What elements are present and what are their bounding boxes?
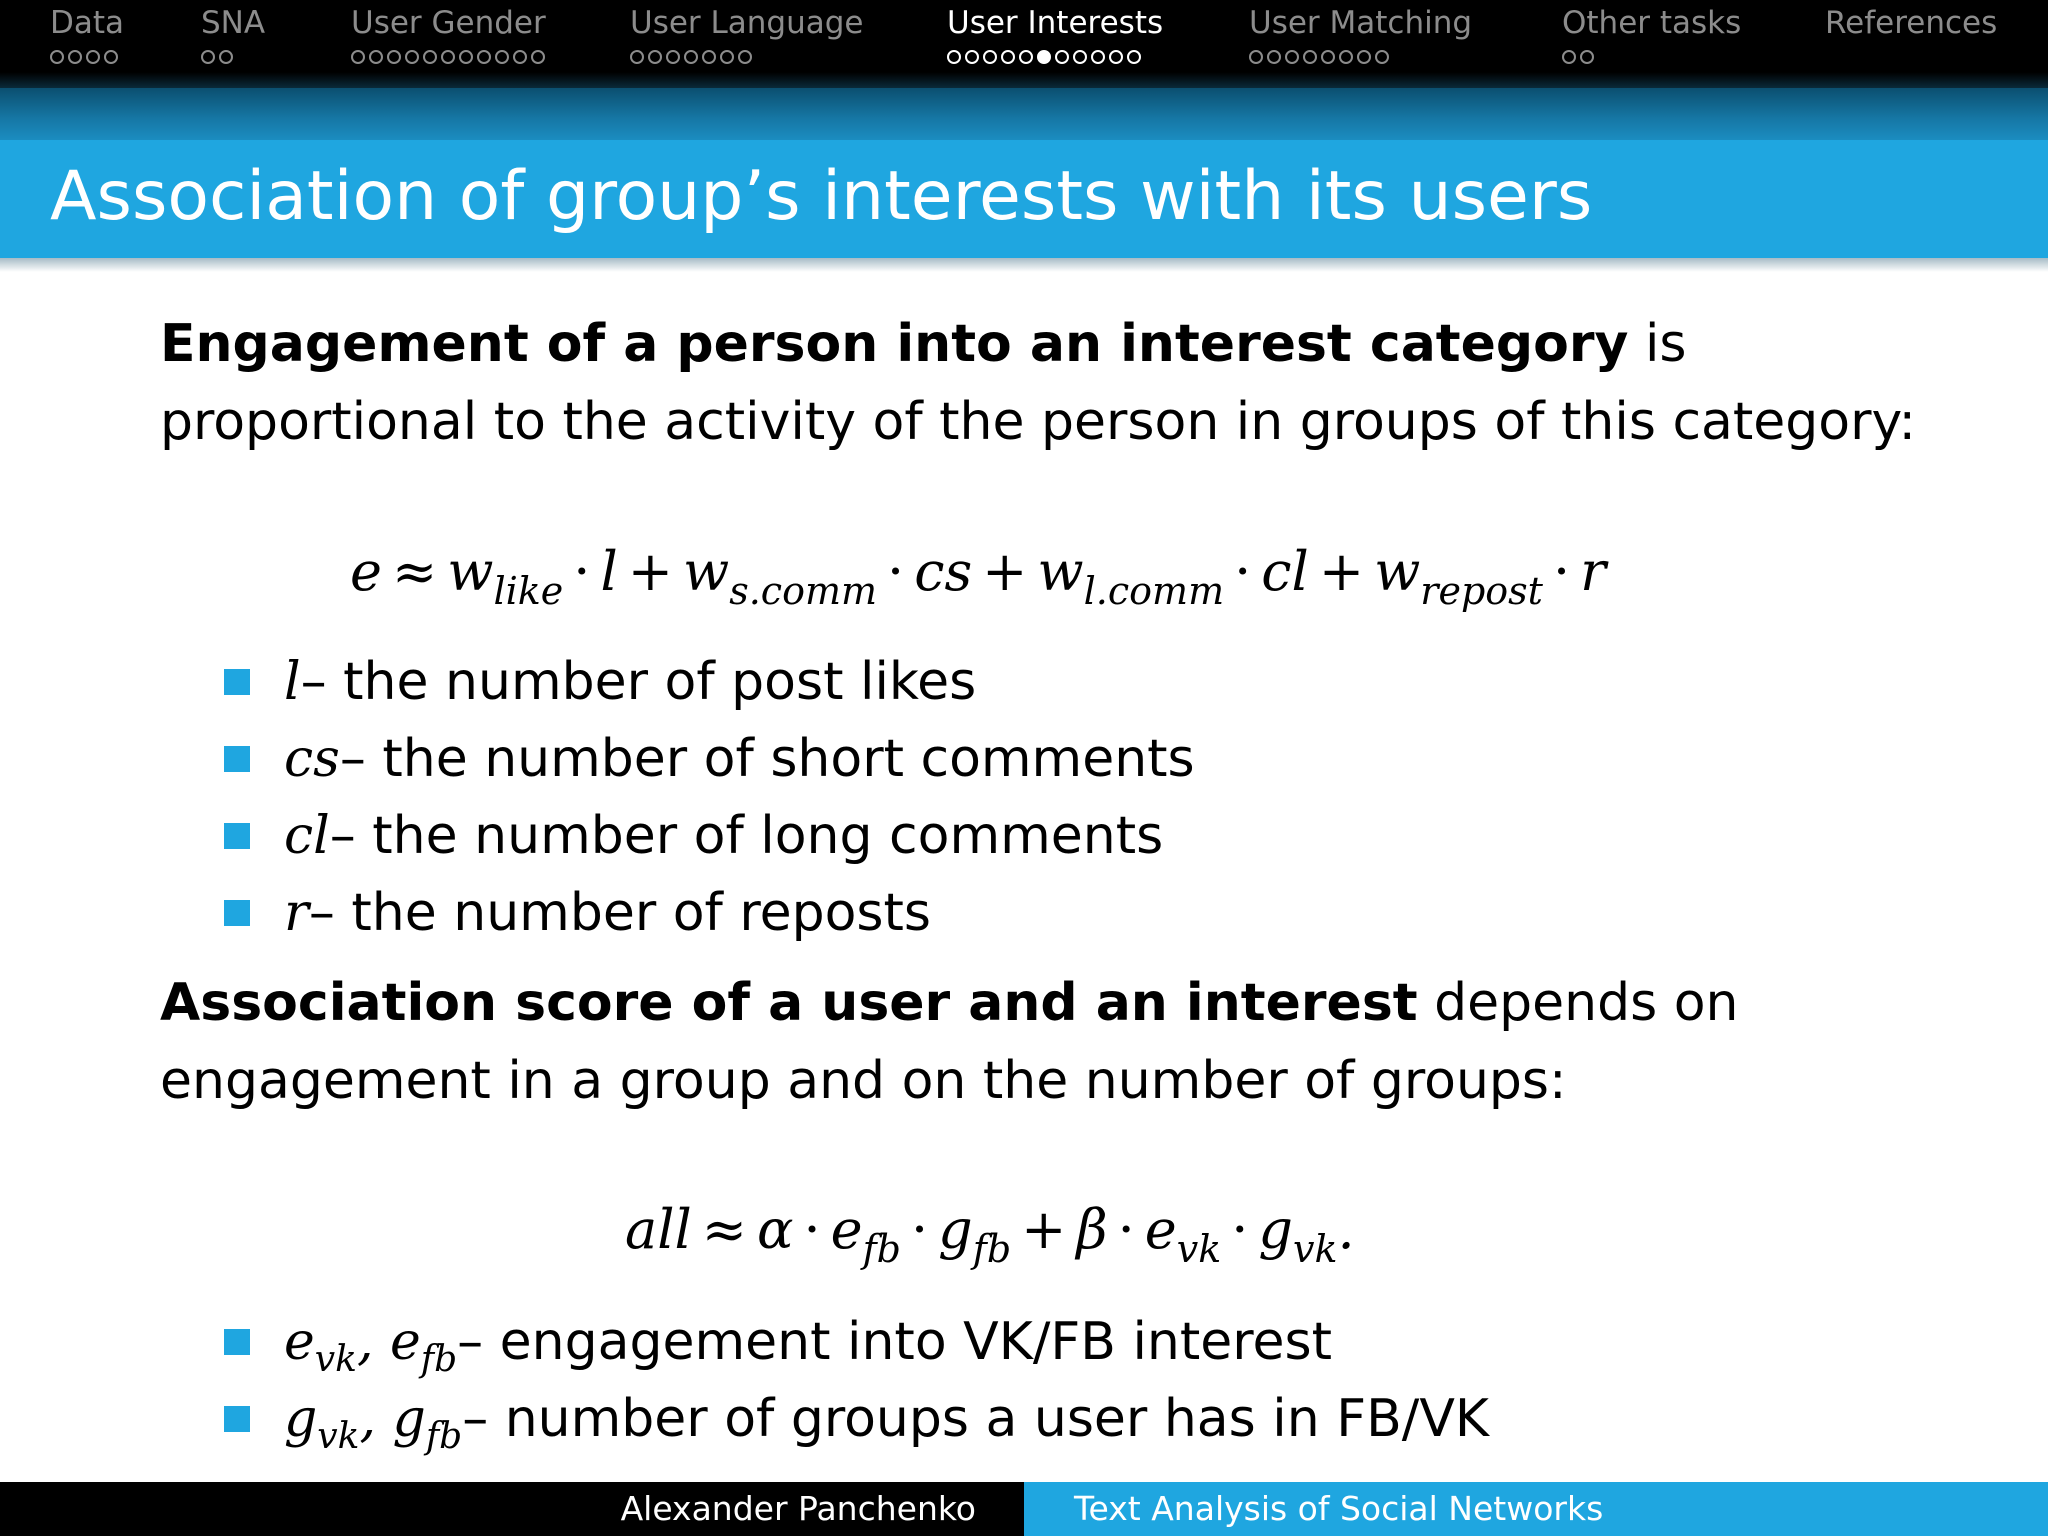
bullet-item bbox=[224, 1307, 1332, 1380]
formula-period: . bbox=[1337, 1198, 1355, 1261]
dot-operator: · bbox=[1234, 540, 1252, 603]
bullet-item bbox=[224, 801, 1163, 871]
nav-dots[interactable] bbox=[351, 48, 546, 66]
bullet-item bbox=[224, 647, 976, 717]
association-definition-line2: engagement in a group and on the number of groups: bbox=[160, 1051, 1567, 1111]
groups-symbol: g bbox=[392, 1389, 426, 1449]
frame-dot-icon[interactable] bbox=[513, 50, 527, 64]
var-short-comments: cs bbox=[914, 540, 973, 603]
nav-dots[interactable] bbox=[50, 48, 124, 66]
frame-dot-icon[interactable] bbox=[441, 50, 455, 64]
frame-dot-icon[interactable] bbox=[495, 50, 509, 64]
weight-like-subscript: like bbox=[493, 569, 564, 613]
frame-dot-icon[interactable] bbox=[351, 50, 365, 64]
frame-dot-icon[interactable] bbox=[1267, 50, 1281, 64]
footer-talk-title: Text Analysis of Social Networks bbox=[1024, 1482, 2048, 1536]
frame-dot-icon[interactable] bbox=[1073, 50, 1087, 64]
frame-dot-icon[interactable] bbox=[405, 50, 419, 64]
frame-dot-icon[interactable] bbox=[1562, 50, 1576, 64]
approx-symbol: ≈ bbox=[701, 1198, 747, 1261]
fb-subscript: fb bbox=[420, 1339, 458, 1380]
vk-subscript: vk bbox=[1293, 1227, 1338, 1271]
bullet-text: – number of groups a user has in FB/VK bbox=[462, 1389, 1489, 1449]
bullet-variable: l bbox=[284, 652, 301, 712]
fb-subscript: fb bbox=[862, 1227, 901, 1271]
engagement-definition-tail: is bbox=[1628, 314, 1687, 374]
nav-dots[interactable] bbox=[1562, 48, 1741, 66]
nav-dots[interactable] bbox=[201, 48, 265, 66]
vk-subscript: vk bbox=[1176, 1227, 1222, 1271]
groups-symbol: g bbox=[938, 1198, 973, 1261]
dot-operator: · bbox=[1231, 1198, 1249, 1261]
association-term: Association score of a user and an interest bbox=[160, 973, 1418, 1033]
frame-dot-icon[interactable] bbox=[648, 50, 662, 64]
bullet-item bbox=[224, 724, 1195, 794]
frame-dot-icon[interactable] bbox=[1001, 50, 1015, 64]
bullet-square-icon bbox=[224, 746, 250, 772]
frame-dot-icon[interactable] bbox=[50, 50, 64, 64]
nav-dots[interactable] bbox=[630, 48, 864, 66]
weight-short-comment-subscript: s.comm bbox=[729, 569, 878, 613]
bullet-item bbox=[224, 878, 931, 948]
nav-section-user-interests[interactable] bbox=[947, 4, 1163, 66]
var-long-comments: cl bbox=[1261, 540, 1309, 603]
formula-lhs: e bbox=[350, 540, 382, 603]
weight-repost: w bbox=[1374, 540, 1421, 603]
nav-section-other-tasks[interactable] bbox=[1562, 4, 1741, 66]
nav-label: User Gender bbox=[351, 5, 546, 41]
bullet-square-icon bbox=[224, 1329, 250, 1355]
frame-dot-icon[interactable] bbox=[1321, 50, 1335, 64]
bullet-item bbox=[224, 1384, 1489, 1457]
dot-operator: · bbox=[887, 540, 905, 603]
frame-dot-icon[interactable] bbox=[1375, 50, 1389, 64]
weight-short-comment: w bbox=[682, 540, 730, 603]
dot-operator: · bbox=[573, 540, 591, 603]
nav-dots[interactable] bbox=[947, 48, 1163, 66]
frame-dot-icon[interactable] bbox=[1249, 50, 1263, 64]
association-definition-tail: depends on bbox=[1417, 973, 1739, 1033]
frame-dot-icon[interactable] bbox=[531, 50, 545, 64]
frame-dot-icon[interactable] bbox=[387, 50, 401, 64]
frame-dot-icon[interactable] bbox=[1091, 50, 1105, 64]
bullet-variable: cs bbox=[284, 729, 340, 789]
nav-label: User Interests bbox=[947, 5, 1164, 41]
bullet-variable: $g_{vk}$, $g_{fb}$ bbox=[284, 1389, 463, 1457]
var-reposts: r bbox=[1580, 540, 1606, 603]
nav-label: References bbox=[1825, 5, 1998, 41]
frame-dot-icon[interactable] bbox=[1285, 50, 1299, 64]
engagement-definition-line1 bbox=[160, 305, 1687, 383]
engagement-symbol: e bbox=[390, 1312, 421, 1372]
frame-dot-icon[interactable] bbox=[702, 50, 716, 64]
plus-operator: + bbox=[1021, 1198, 1067, 1261]
frame-dot-icon[interactable] bbox=[666, 50, 680, 64]
frame-dot-icon[interactable] bbox=[423, 50, 437, 64]
frame-dot-icon[interactable] bbox=[1055, 50, 1069, 64]
association-formula bbox=[625, 1198, 1355, 1271]
footer-author: Alexander Panchenko bbox=[0, 1482, 1024, 1536]
fb-subscript: fb bbox=[425, 1416, 463, 1457]
frame-dot-icon[interactable] bbox=[104, 50, 118, 64]
approx-symbol: ≈ bbox=[391, 540, 438, 603]
frame-dot-icon[interactable] bbox=[477, 50, 491, 64]
nav-section-user-language[interactable] bbox=[630, 4, 864, 66]
plus-operator: + bbox=[627, 540, 673, 603]
bullet-square-icon bbox=[224, 1406, 250, 1432]
bullet-text: – the number of long comments bbox=[329, 806, 1164, 866]
nav-section-data[interactable] bbox=[50, 4, 124, 66]
dot-operator: · bbox=[1117, 1198, 1135, 1261]
frame-dot-icon[interactable] bbox=[1580, 50, 1594, 64]
engagement-symbol: e bbox=[284, 1312, 315, 1372]
nav-dots[interactable] bbox=[1825, 48, 1997, 66]
groups-symbol: g bbox=[284, 1389, 318, 1449]
beta-symbol: β bbox=[1076, 1198, 1108, 1261]
nav-section-user-gender[interactable] bbox=[351, 4, 546, 66]
bullet-variable: r bbox=[284, 883, 309, 943]
bullet-variable: cl bbox=[284, 806, 330, 866]
nav-label: User Language bbox=[630, 5, 864, 41]
engagement-definition-line2: proportional to the activity of the person in groups of this category: bbox=[160, 392, 1916, 452]
weight-long-comment-subscript: l.comm bbox=[1083, 569, 1225, 613]
weight-repost-subscript: repost bbox=[1420, 569, 1543, 613]
weight-like: w bbox=[447, 540, 494, 603]
plus-operator: + bbox=[1318, 540, 1365, 603]
engagement-term: Engagement of a person into an interest category bbox=[160, 314, 1629, 374]
nav-section-user-matching[interactable] bbox=[1249, 4, 1472, 66]
frame-dot-icon[interactable] bbox=[965, 50, 979, 64]
nav-dots[interactable] bbox=[1249, 48, 1472, 66]
bullet-text: – engagement into VK/FB interest bbox=[457, 1312, 1332, 1372]
bullet-text: – the number of post likes bbox=[300, 652, 977, 712]
frame-dot-icon[interactable] bbox=[68, 50, 82, 64]
bullet-text: – the number of reposts bbox=[308, 883, 932, 943]
groups-symbol: g bbox=[1258, 1198, 1293, 1261]
dot-operator: · bbox=[1552, 540, 1571, 603]
var-likes: l bbox=[600, 540, 618, 603]
frame-dot-icon[interactable] bbox=[1019, 50, 1033, 64]
frame-dot-icon[interactable] bbox=[1339, 50, 1353, 64]
vk-subscript: vk bbox=[314, 1339, 357, 1380]
frame-dot-icon[interactable] bbox=[720, 50, 734, 64]
frame-dot-icon[interactable] bbox=[1109, 50, 1123, 64]
section-navigation-bar bbox=[0, 0, 2048, 88]
nav-label: User Matching bbox=[1249, 5, 1473, 41]
frame-dot-icon[interactable] bbox=[1127, 50, 1141, 64]
frame-dot-icon[interactable] bbox=[1357, 50, 1371, 64]
frame-dot-icon[interactable] bbox=[947, 50, 961, 64]
frame-dot-icon[interactable] bbox=[630, 50, 644, 64]
engagement-formula bbox=[350, 540, 1606, 613]
vk-subscript: vk bbox=[317, 1416, 360, 1457]
nav-section-references[interactable] bbox=[1825, 4, 1997, 66]
bullet-square-icon bbox=[224, 900, 250, 926]
frame-dot-icon[interactable] bbox=[983, 50, 997, 64]
nav-label: SNA bbox=[201, 5, 266, 41]
bullet-square-icon bbox=[224, 823, 250, 849]
frame-dot-icon[interactable] bbox=[1303, 50, 1317, 64]
frame-dot-icon[interactable] bbox=[219, 50, 233, 64]
nav-label: Other tasks bbox=[1562, 5, 1742, 41]
dot-operator: · bbox=[803, 1198, 821, 1261]
frame-dot-icon[interactable] bbox=[459, 50, 473, 64]
title-band-top bbox=[0, 88, 2048, 140]
nav-section-sna[interactable] bbox=[201, 4, 265, 66]
slide-title: Association of group’s interests with its users bbox=[50, 157, 1593, 236]
slide-footer bbox=[0, 1482, 2048, 1536]
bullet-text: – the number of short comments bbox=[339, 729, 1195, 789]
engagement-symbol: e bbox=[830, 1198, 863, 1261]
title-band-shadow bbox=[0, 258, 2048, 272]
frame-dot-icon[interactable] bbox=[86, 50, 100, 64]
bullet-variable: $e_{vk}$, $e_{fb}$ bbox=[284, 1312, 458, 1380]
dot-operator: · bbox=[911, 1198, 929, 1261]
frame-dot-icon[interactable] bbox=[684, 50, 698, 64]
engagement-symbol: e bbox=[1144, 1198, 1177, 1261]
frame-dot-icon[interactable] bbox=[369, 50, 383, 64]
bullet-square-icon bbox=[224, 669, 250, 695]
weight-long-comment: w bbox=[1037, 540, 1084, 603]
plus-operator: + bbox=[982, 540, 1028, 603]
fb-subscript: fb bbox=[972, 1227, 1012, 1271]
frame-dot-icon[interactable] bbox=[201, 50, 215, 64]
alpha-symbol: α bbox=[757, 1198, 794, 1261]
nav-label: Data bbox=[50, 5, 125, 41]
association-definition-line1 bbox=[160, 964, 1739, 1042]
current-frame-dot-icon[interactable] bbox=[1037, 50, 1051, 64]
formula-lhs: all bbox=[625, 1198, 692, 1261]
frame-dot-icon[interactable] bbox=[738, 50, 752, 64]
